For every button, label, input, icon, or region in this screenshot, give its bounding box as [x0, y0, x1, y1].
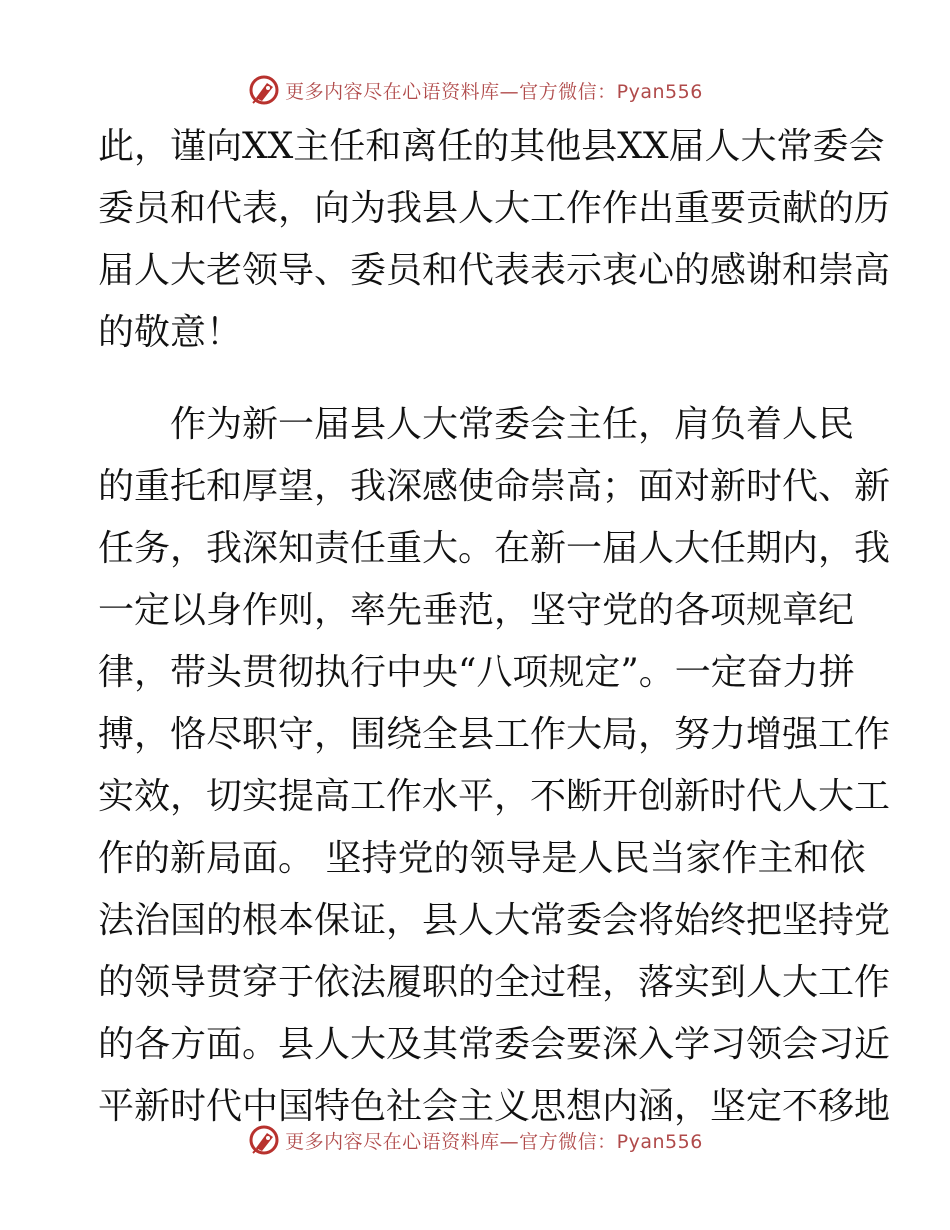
banner-text: 更多内容尽在心语资料库—官方微信：Pyan556 — [285, 1130, 703, 1153]
text-line: 法治国的根本保证，县人大常委会将始终把坚持党 — [98, 900, 891, 941]
text-line: 此，谨向XX主任和离任的其他县XX届人大常委会 — [98, 126, 885, 167]
text-line: 律，带头贯彻执行中央“八项规定”。一定奋力拼 — [98, 652, 855, 693]
text-line: 的重托和厚望，我深感使命崇高；面对新时代、新 — [98, 466, 891, 507]
text-line: 实效，切实提高工作水平，不断开创新时代人大工 — [98, 776, 891, 817]
text-line: 的敬意！ — [98, 312, 243, 353]
text-line: 搏，恪尽职守，围绕全县工作大局，努力增强工作 — [98, 714, 891, 755]
footer-banner — [0, 1120, 950, 1160]
text-line: 的领导贯穿于依法履职的全过程，落实到人大工作 — [98, 962, 891, 1003]
pen-nib-logo-icon — [247, 1123, 281, 1157]
text-line: 作为新一届县人大常委会主任，肩负着人民 — [98, 404, 855, 445]
text-line: 任务，我深知责任重大。在新一届人大任期内，我 — [98, 528, 891, 569]
paragraph-gap — [98, 364, 850, 394]
text-line: 委员和代表，向为我县人大工作作出重要贡献的历 — [98, 188, 891, 229]
text-line: 的各方面。县人大及其常委会要深入学习领会习近 — [98, 1024, 891, 1065]
text-line: 届人大老领导、委员和代表表示衷心的感谢和崇高 — [98, 250, 891, 291]
header-banner — [0, 70, 950, 110]
banner-text: 更多内容尽在心语资料库—官方微信：Pyan556 — [285, 80, 703, 103]
text-line: 平新时代中国特色社会主义思想内涵，坚定不移地 — [98, 1086, 891, 1127]
document-body — [98, 116, 891, 1138]
text-line: 一定以身作则，率先垂范，坚守党的各项规章纪 — [98, 590, 855, 631]
text-line: 作的新局面。 坚持党的领导是人民当家作主和依 — [98, 838, 866, 879]
pen-nib-logo-icon — [247, 73, 281, 107]
